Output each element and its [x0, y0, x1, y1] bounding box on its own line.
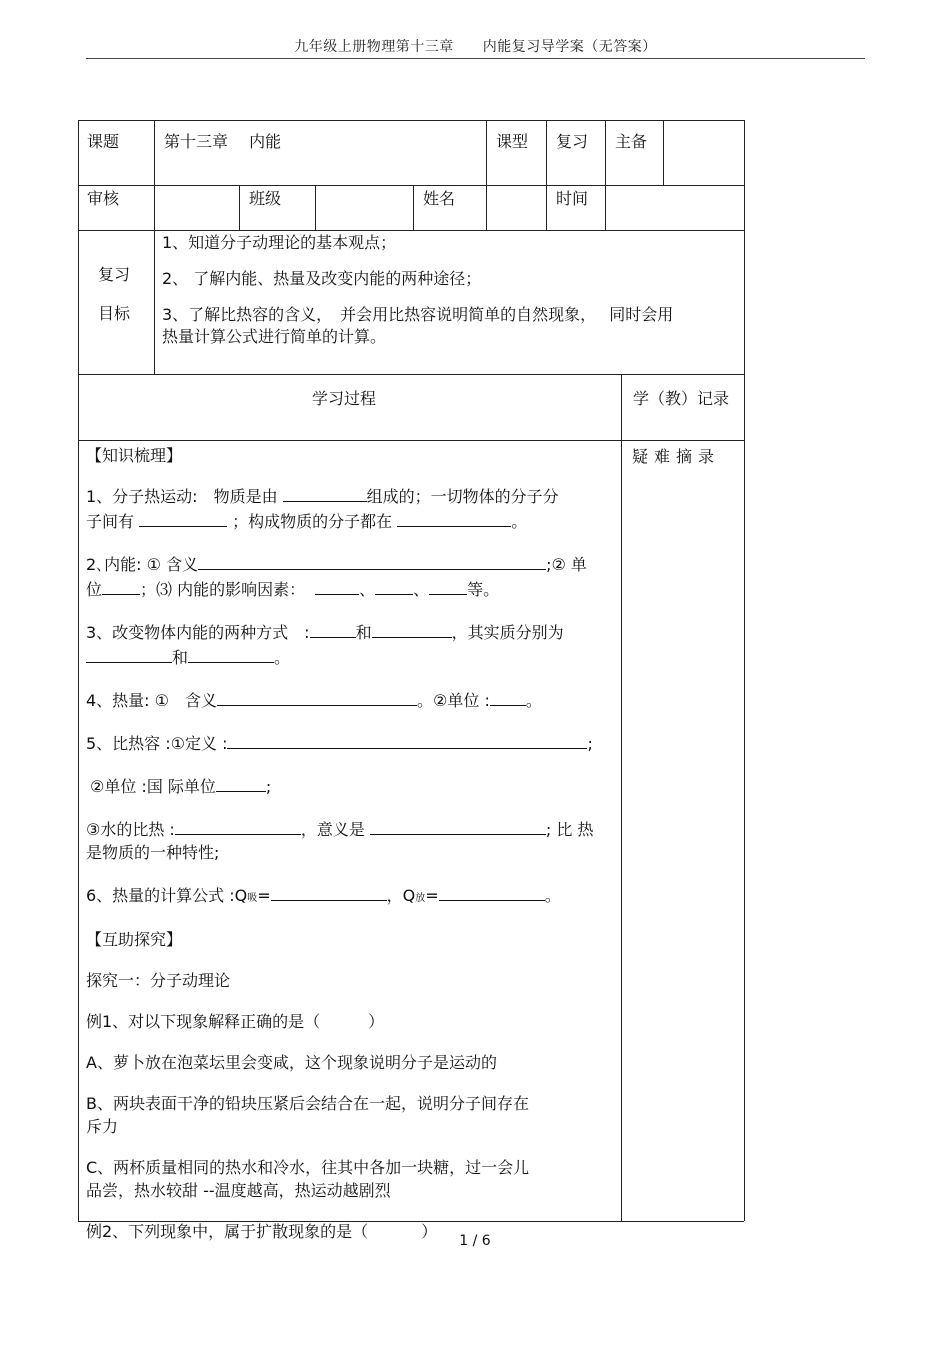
- answer-blank[interactable]: [310, 619, 356, 638]
- q-text: 和: [355, 623, 372, 642]
- table-border-left: [78, 120, 79, 1221]
- col-divider: [154, 120, 155, 374]
- answer-blank[interactable]: [370, 816, 546, 835]
- q-text: ，意义是: [300, 820, 370, 839]
- answer-blank[interactable]: [86, 644, 172, 663]
- col-divider: [546, 120, 547, 230]
- q-text: 、: [359, 580, 376, 599]
- row-divider: [78, 440, 744, 441]
- goal-item: 1、知道分子动理论的基本观点；: [162, 233, 397, 252]
- q-text: 斥力: [86, 1117, 119, 1136]
- goal-item: 3、了解比热容的含义， 并会用比热容说明简单的自然现象， 同时会用: [162, 305, 674, 324]
- q-text: C、两杯质量相同的热水和冷水，往其中各加一块糖，过一会儿: [86, 1158, 530, 1177]
- answer-blank[interactable]: [490, 687, 526, 706]
- q-text: 3、改变物体内能的两种方式 :: [86, 623, 310, 642]
- review-label: 审核: [87, 189, 120, 208]
- q-text: ; 比 热: [545, 820, 594, 839]
- q-text: ，其实质分别为: [451, 623, 564, 642]
- answer-blank[interactable]: [216, 773, 266, 792]
- main-label: 主备: [615, 132, 648, 151]
- inquiry-title: 探究一：分子动理论: [86, 971, 231, 990]
- q-text: 2､内能: ① 含义: [86, 555, 199, 574]
- q-subscript: 放: [415, 893, 426, 904]
- record-note: 疑难摘录: [632, 447, 721, 466]
- q-text: 6、热量的计算公式 :Q: [86, 886, 248, 905]
- answer-blank[interactable]: [439, 882, 545, 901]
- col-divider: [621, 374, 622, 1221]
- section-heading: 【互助探究】: [86, 930, 183, 949]
- row-divider: [78, 185, 744, 186]
- q-text: 1、分子热运动: 物质是由: [86, 487, 283, 506]
- col-divider: [663, 120, 664, 185]
- table-border-right: [744, 120, 745, 1221]
- q-text: 。: [274, 648, 291, 667]
- q-text: 位: [86, 580, 103, 599]
- q-text: B、两块表面干净的铅块压紧后会结合在一起，说明分子间存在: [86, 1094, 529, 1113]
- process-title: 学习过程: [312, 389, 377, 408]
- answer-blank[interactable]: [102, 576, 140, 595]
- q-text: 品尝，热水较甜 --温度越高，热运动越剧烈: [86, 1181, 391, 1200]
- goals-label-2: 目标: [98, 304, 131, 323]
- question-4: [86, 687, 616, 712]
- question-2: [86, 551, 616, 601]
- topic-label: 课题: [87, 132, 120, 151]
- q-text: 子间有: [86, 512, 140, 531]
- q-text: ;: [265, 777, 272, 796]
- answer-blank[interactable]: [175, 816, 301, 835]
- answer-blank[interactable]: [188, 644, 274, 663]
- col-divider: [239, 185, 240, 230]
- q-subscript: 吸: [247, 893, 258, 904]
- option-a: A、萝卜放在泡菜坛里会变咸，这个现象说明分子是运动的: [86, 1053, 497, 1072]
- option-c: [86, 1156, 616, 1202]
- col-divider: [315, 185, 316, 230]
- goal-item: 2、 了解内能、热量及改变内能的两种途径；: [162, 269, 482, 288]
- q-text: =: [257, 886, 271, 905]
- record-title: 学（教）记录: [633, 389, 730, 408]
- question-5-definition: [86, 730, 616, 755]
- q-text: 。: [544, 886, 561, 905]
- page-number: 1 / 6: [459, 1233, 491, 1249]
- q-text: ③水的比热 :: [86, 820, 175, 839]
- header-rule: [86, 58, 865, 59]
- answer-blank[interactable]: [397, 508, 511, 527]
- answer-blank[interactable]: [375, 576, 413, 595]
- row-divider: [78, 230, 744, 231]
- answer-blank[interactable]: [315, 576, 359, 595]
- q-text: 。: [525, 691, 542, 710]
- question-3: [86, 619, 616, 669]
- col-divider: [486, 120, 487, 230]
- q-text: 。②单位 :: [417, 691, 490, 710]
- col-divider: [413, 185, 414, 230]
- answer-blank[interactable]: [227, 730, 587, 749]
- answer-blank[interactable]: [139, 508, 227, 527]
- example-2: 例2、下列现象中，属于扩散现象的是（ ）: [86, 1222, 438, 1241]
- type-label: 课型: [496, 132, 529, 151]
- q-text: 等。: [467, 580, 500, 599]
- q-text: 5、比热容 :①定义 :: [86, 734, 228, 753]
- question-6: [86, 882, 616, 910]
- col-divider: [605, 120, 606, 230]
- page-header: 九年级上册物理第十三章 内能复习导学案（无答案）: [294, 39, 657, 55]
- answer-blank[interactable]: [372, 619, 452, 638]
- q-text: 、: [413, 580, 430, 599]
- goals-list: [162, 232, 742, 348]
- q-text: 4、热量: ① 含义: [86, 691, 218, 710]
- answer-blank[interactable]: [271, 882, 387, 901]
- goal-item: 热量计算公式进行简单的计算。: [162, 327, 387, 346]
- q-text: =: [425, 886, 439, 905]
- question-5-water: [86, 816, 616, 864]
- study-content: [86, 444, 616, 1261]
- goals-label-1: 复习: [98, 265, 131, 284]
- time-label: 时间: [556, 189, 589, 208]
- option-b: [86, 1092, 616, 1138]
- class-label: 班级: [249, 189, 282, 208]
- q-text: 是物质的一种特性;: [86, 843, 220, 862]
- section-heading: 【知识梳理】: [86, 446, 183, 465]
- answer-blank[interactable]: [283, 483, 367, 502]
- table-border-top: [78, 120, 744, 121]
- q-text: 组成的；一切物体的分子分: [366, 487, 559, 506]
- q-text: 。: [511, 512, 528, 531]
- q-text: ，Q: [386, 886, 416, 905]
- q-text: ；⑶ 内能的影响因素：: [140, 580, 306, 599]
- example-1: 例1、对以下现象解释正确的是（ ）: [86, 1012, 385, 1031]
- q-text: ②单位 :国 际单位: [90, 777, 216, 796]
- name-label: 姓名: [423, 189, 456, 208]
- answer-blank[interactable]: [217, 687, 417, 706]
- row-divider: [78, 374, 744, 375]
- question-5-unit: [86, 773, 616, 798]
- q-text: 和: [172, 648, 189, 667]
- type-value: 复习: [556, 132, 589, 151]
- q-text: ;② 单: [546, 555, 587, 574]
- question-1: [86, 483, 616, 533]
- q-text: ；构成物质的分子都在: [227, 512, 398, 531]
- answer-blank[interactable]: [198, 551, 546, 570]
- topic-value: 第十三章 内能: [164, 132, 282, 151]
- q-text: ;: [587, 734, 593, 753]
- answer-blank[interactable]: [429, 576, 467, 595]
